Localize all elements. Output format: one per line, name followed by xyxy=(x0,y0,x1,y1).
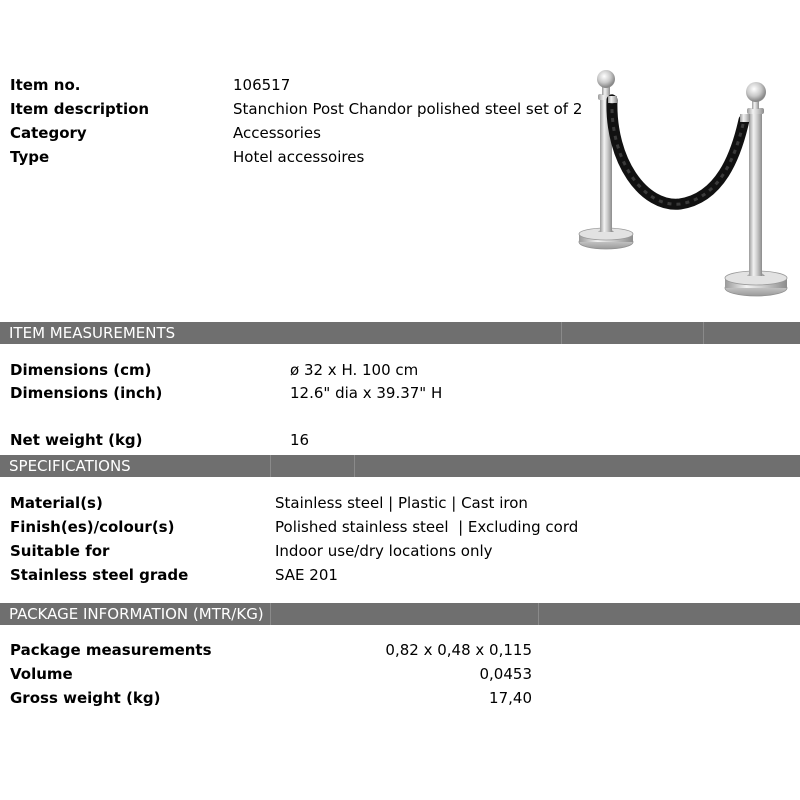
item-description-label: Item description xyxy=(10,100,150,118)
materials-label: Material(s) xyxy=(10,494,103,512)
column-divider xyxy=(703,322,704,344)
volume-value: 0,0453 xyxy=(479,665,532,683)
column-divider xyxy=(270,455,271,477)
item-measurements-title: ITEM MEASUREMENTS xyxy=(9,324,176,342)
materials-value: Stainless steel | Plastic | Cast iron xyxy=(275,494,528,512)
specifications-header xyxy=(0,455,800,477)
package-information-title: PACKAGE INFORMATION (MTR/KG) xyxy=(9,605,264,623)
item-no-label: Item no. xyxy=(10,76,81,94)
package-measurements-label: Package measurements xyxy=(10,641,212,659)
net-weight-value: 16 xyxy=(290,431,310,449)
steel-grade-label: Stainless steel grade xyxy=(10,566,189,584)
suitable-for-value: Indoor use/dry locations only xyxy=(275,542,493,560)
right-stanchion-post xyxy=(725,82,787,296)
suitable-for-label: Suitable for xyxy=(10,542,110,560)
type-label: Type xyxy=(10,148,50,166)
product-image xyxy=(572,66,800,306)
category-value: Accessories xyxy=(233,124,321,142)
item-no-value: 106517 xyxy=(233,76,291,94)
column-divider xyxy=(270,603,271,625)
column-divider xyxy=(538,603,539,625)
finish-colour-label: Finish(es)/colour(s) xyxy=(10,518,175,536)
finish-colour-value: Polished stainless steel | Excluding cord xyxy=(275,518,579,536)
package-information-header xyxy=(0,603,800,625)
dimensions-inch-value: 12.6" dia x 39.37" H xyxy=(290,384,443,402)
dimensions-inch-label: Dimensions (inch) xyxy=(10,384,163,402)
net-weight-label: Net weight (kg) xyxy=(10,431,143,449)
gross-weight-label: Gross weight (kg) xyxy=(10,689,161,707)
type-value: Hotel accessoires xyxy=(233,148,365,166)
item-description-value: Stanchion Post Chandor polished steel set of 2 xyxy=(233,100,583,118)
gross-weight-value: 17,40 xyxy=(489,689,532,707)
column-divider xyxy=(561,322,562,344)
steel-grade-value: SAE 201 xyxy=(275,566,338,584)
specifications-title: SPECIFICATIONS xyxy=(9,457,131,475)
dimensions-cm-value: ø 32 x H. 100 cm xyxy=(290,361,419,379)
category-label: Category xyxy=(10,124,87,142)
column-divider xyxy=(354,455,355,477)
dimensions-cm-label: Dimensions (cm) xyxy=(10,361,152,379)
volume-label: Volume xyxy=(10,665,73,683)
package-measurements-value: 0,82 x 0,48 x 0,115 xyxy=(385,641,532,659)
velvet-rope xyxy=(608,96,750,204)
item-measurements-header xyxy=(0,322,800,344)
